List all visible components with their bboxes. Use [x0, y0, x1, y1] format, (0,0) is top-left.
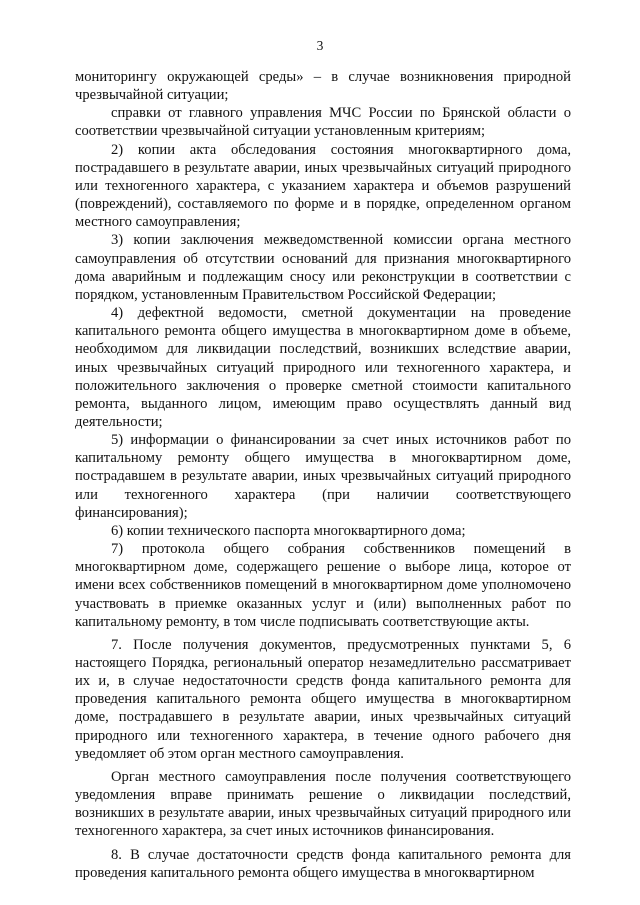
- paragraph-item-7: 7) протокола общего собрания собственников помещений в многоквартирном доме, содержащего решение о выборе лица, которое от имени всех собственников помещений в многоквартирном доме уполномочено участвовать в приемке оказанных услуг и (или) выполненных работ по капитальному ремонту, в том числе подписывать соответствующие акты.: [75, 541, 571, 630]
- paragraph-item-4: 4) дефектной ведомости, сметной документации на проведение капитального ремонта общего имущества в многоквартирном доме в объеме, необходимом для ликвидации последствий, возникших вследствие аварии, иных чрезвычайных ситуаций природного или техногенного характера, и положительного заключения о проверке сметной стоимости капитального ремонта, выданного лицом, имеющим право осуществлять данный вид деятельности;: [75, 305, 571, 430]
- page-number: 3: [316, 38, 324, 53]
- paragraph-item-5: 5) информации о финансировании за счет иных источников работ по капитальному ремонту общего имущества в многоквартирном доме, пострадавшем в результате аварии, иных чрезвычайных ситуаций природного или техногенного характера (при наличии соответствующего финансирования);: [75, 432, 571, 521]
- paragraph-clause-7: 7. После получения документов, предусмотренных пунктами 5, 6 настоящего Порядка, региональный оператор незамедлительно рассматривает их и, в случае недостаточности средств фонда капитального ремонта для проведения капитального ремонта общего имущества в многоквартирном доме, пострадавшего в результате аварии, иных чрезвычайных ситуаций природного или техногенного характера, в течение одного рабочего дня уведомляет об этом орган местного самоуправления.: [75, 636, 571, 762]
- paragraph-item-6: 6) копии технического паспорта многоквартирного дома;: [111, 522, 466, 539]
- paragraph-item-3: 3) копии заключения межведомственной комиссии органа местного самоуправления об отсутствии оснований для признания многоквартирного дома аварийным и подлежащим сносу или реконструкции в соответствии с порядком, установленным Правительством Российской Федерации;: [75, 232, 571, 303]
- paragraph-item-2: 2) копии акта обследования состояния многоквартирного дома, пострадавшего в результате аварии, иных чрезвычайных ситуаций природного или техногенного характера, с указанием характера и объемов разрушений (повреждений), составляемого по форме и в порядке, определенном органом местного самоуправления;: [75, 141, 571, 231]
- document-body: [75, 68, 571, 882]
- paragraph-mchs-certificate: справки от главного управления МЧС России по Брянской области о соответствии чрезвычайной ситуации установленным критериям;: [75, 105, 571, 140]
- paragraph-clause-8: 8. В случае достаточности средств фонда капитального ремонта для проведения капитального ремонта общего имущества в многоквартирном: [75, 846, 571, 881]
- paragraph-local-authority: Орган местного самоуправления после получения соответствующего уведомления вправе принимать решение о ликвидации последствий, возникших в результате аварии, иных чрезвычайных ситуаций природного или техногенного характера, за счет иных источников финансирования.: [75, 768, 571, 840]
- paragraph-continuation: мониторингу окружающей среды» – в случае возникновения природной чрезвычайной ситуации;: [75, 69, 571, 104]
